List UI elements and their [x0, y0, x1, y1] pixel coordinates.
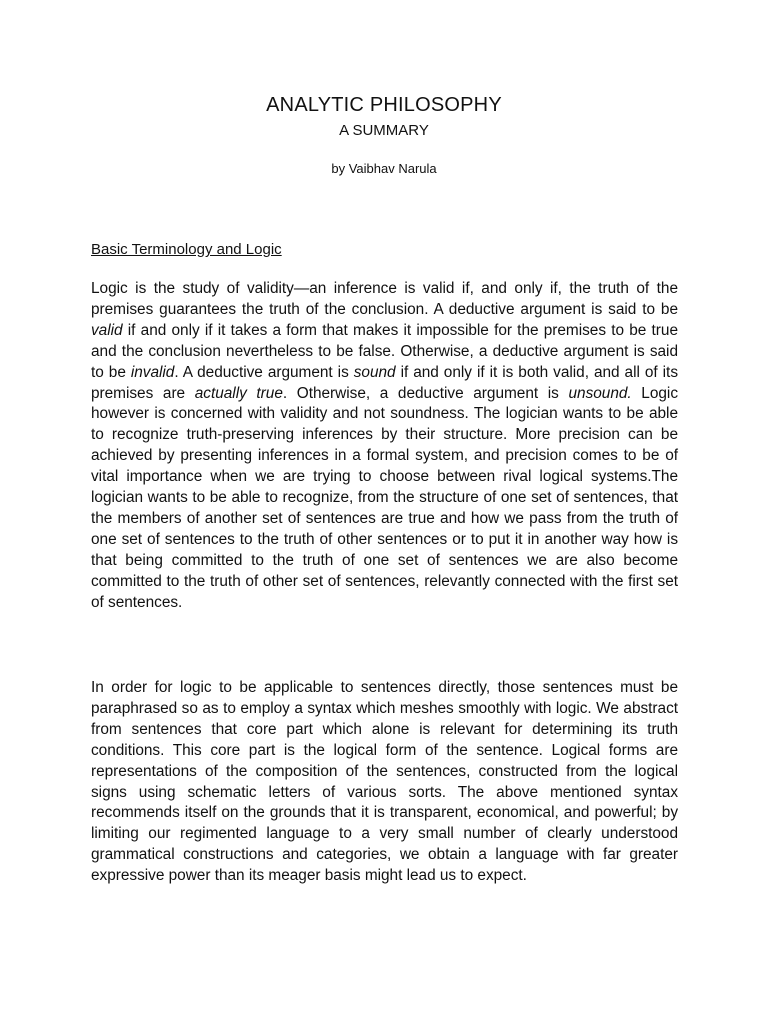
author-byline: by Vaibhav Narula	[331, 161, 437, 176]
term-actually-true: actually true	[194, 384, 283, 402]
paragraph-1-text-4: if and only if it is both valid, and all of its premises are	[91, 363, 678, 402]
paragraph-1-text-1: Logic is the study of validity—an inference is valid if, and only if, the truth of the premises guarantees the truth of the conclusion. A deductive argument is said to be	[91, 280, 678, 318]
paragraph-1-text-6: Logic however is concerned with validity and not soundness. The logician wants to be able to recognize truth-preserving inferences by their structure. More precision can be achieved by presenting inferences in a formal system, and precision comes to be of vital importance when we are trying to choose between rival logical systems.The logician wants to be able to recognize, from the structure of one set of sentences, that the members of another set of sentences are true and how we pass from the truth of one set of sentences to the truth of other sentences or to put it in another way how is that being committed to the truth of one set of sentences we are also become committed to the truth of other set of sentences, relevantly connected with the first set of sentences.	[91, 384, 678, 611]
document-subtitle: A SUMMARY	[339, 122, 429, 139]
paragraph-1-text-5: . Otherwise, a deductive argument is	[282, 384, 569, 402]
paragraph-2: In order for logic to be applicable to sentences directly, those sentences must be paraphrased so as to employ a syntax which meshes smoothly with logic. We abstract from sentences that core part which alone is relevant for determining its truth conditions. This core part is the logical form of the sentence. Logical forms are representations of the composition of the sentences, constructed from the logical signs using schematic letters of various sorts. The above mentioned syntax recommends itself on the grounds that it is transparent, economical, and powerful; by limiting our regimented language to a very small number of clearly understood grammatical constructions and categories, we obtain a language with far greater expressive power than its meager basis might lead us to expect.	[91, 679, 678, 885]
paragraph-1-text-3: . A deductive argument is	[174, 363, 354, 381]
paragraph-1	[91, 279, 678, 614]
document-title: ANALYTIC PHILOSOPHY	[266, 94, 502, 116]
term-valid: valid	[91, 321, 123, 339]
term-sound: sound	[353, 363, 396, 381]
section-heading: Basic Terminology and Logic	[91, 241, 282, 258]
paragraph-1-text-2: if and only if it takes a form that makes it impossible for the premises to be true and the conclusion nevertheless to be false. Otherwise, a deductive argument is said to be	[91, 321, 678, 381]
term-invalid: invalid	[130, 363, 175, 381]
term-unsound: unsound.	[568, 384, 632, 402]
